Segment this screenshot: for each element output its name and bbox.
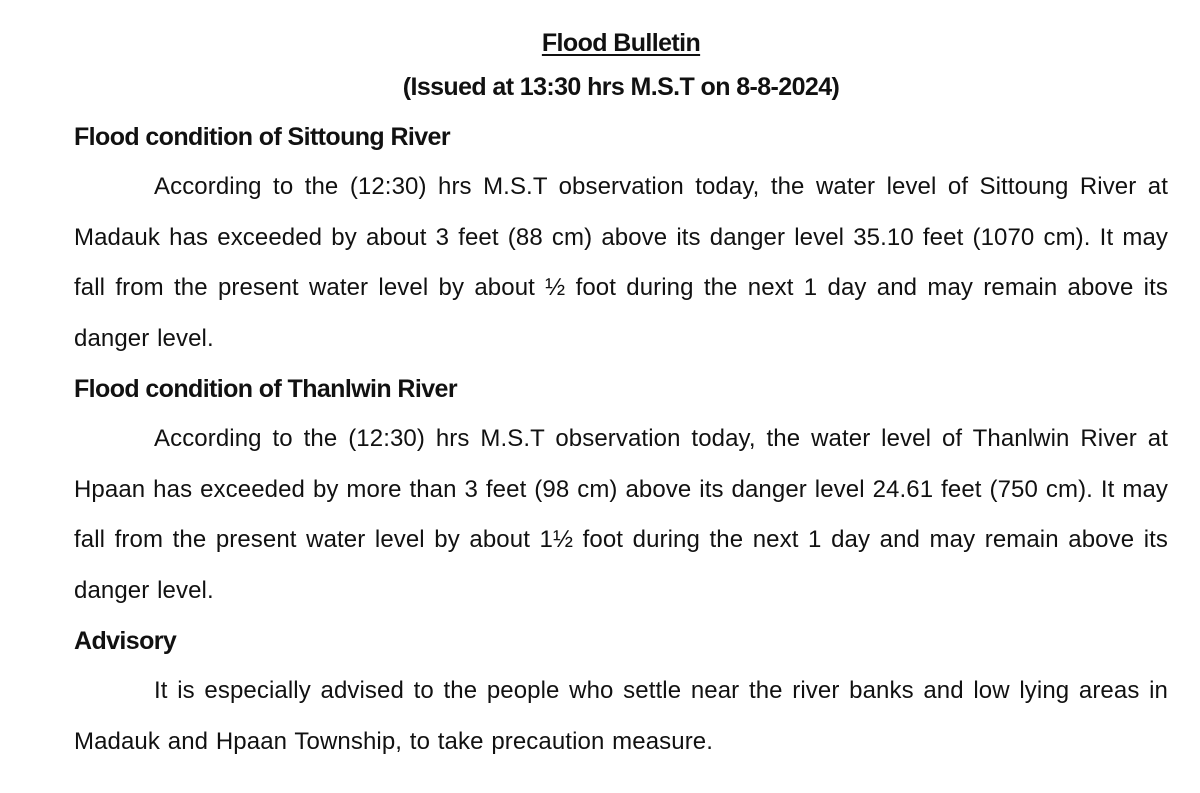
section-heading-thanlwin: Flood condition of Thanlwin River [74,375,457,403]
bulletin-title-text: Flood Bulletin [541,29,701,57]
section-text-sittoung: According to the (12:30) hrs M.S.T observation today, the water level of Sittoung River at Madauk has exceeded by about 3 feet (88 cm) above its danger level 35.10 feet (1070 cm). It may fall from the present water level by about ½ foot during the next 1 day and may remain above its danger level. [74,173,1168,352]
section-heading-sittoung: Flood condition of Sittoung River [74,123,450,151]
flood-bulletin-document [74,24,1168,767]
bulletin-title [74,24,1168,62]
section-text-thanlwin: According to the (12:30) hrs M.S.T observation today, the water level of Thanlwin River at Hpaan has exceeded by more than 3 feet (98 cm) above its danger level 24.61 feet (750 cm). It may fall from the present water level by about 1½ foot during the next 1 day and may remain above its danger level. [74,425,1168,604]
section-heading-advisory: Advisory [74,627,177,655]
issued-line: (Issued at 13:30 hrs M.S.T on 8-8-2024) [402,73,840,101]
section-text-advisory: It is especially advised to the people who settle near the river banks and low lying areas in Madauk and Hpaan Township, to take precaution measure. [74,677,1168,755]
